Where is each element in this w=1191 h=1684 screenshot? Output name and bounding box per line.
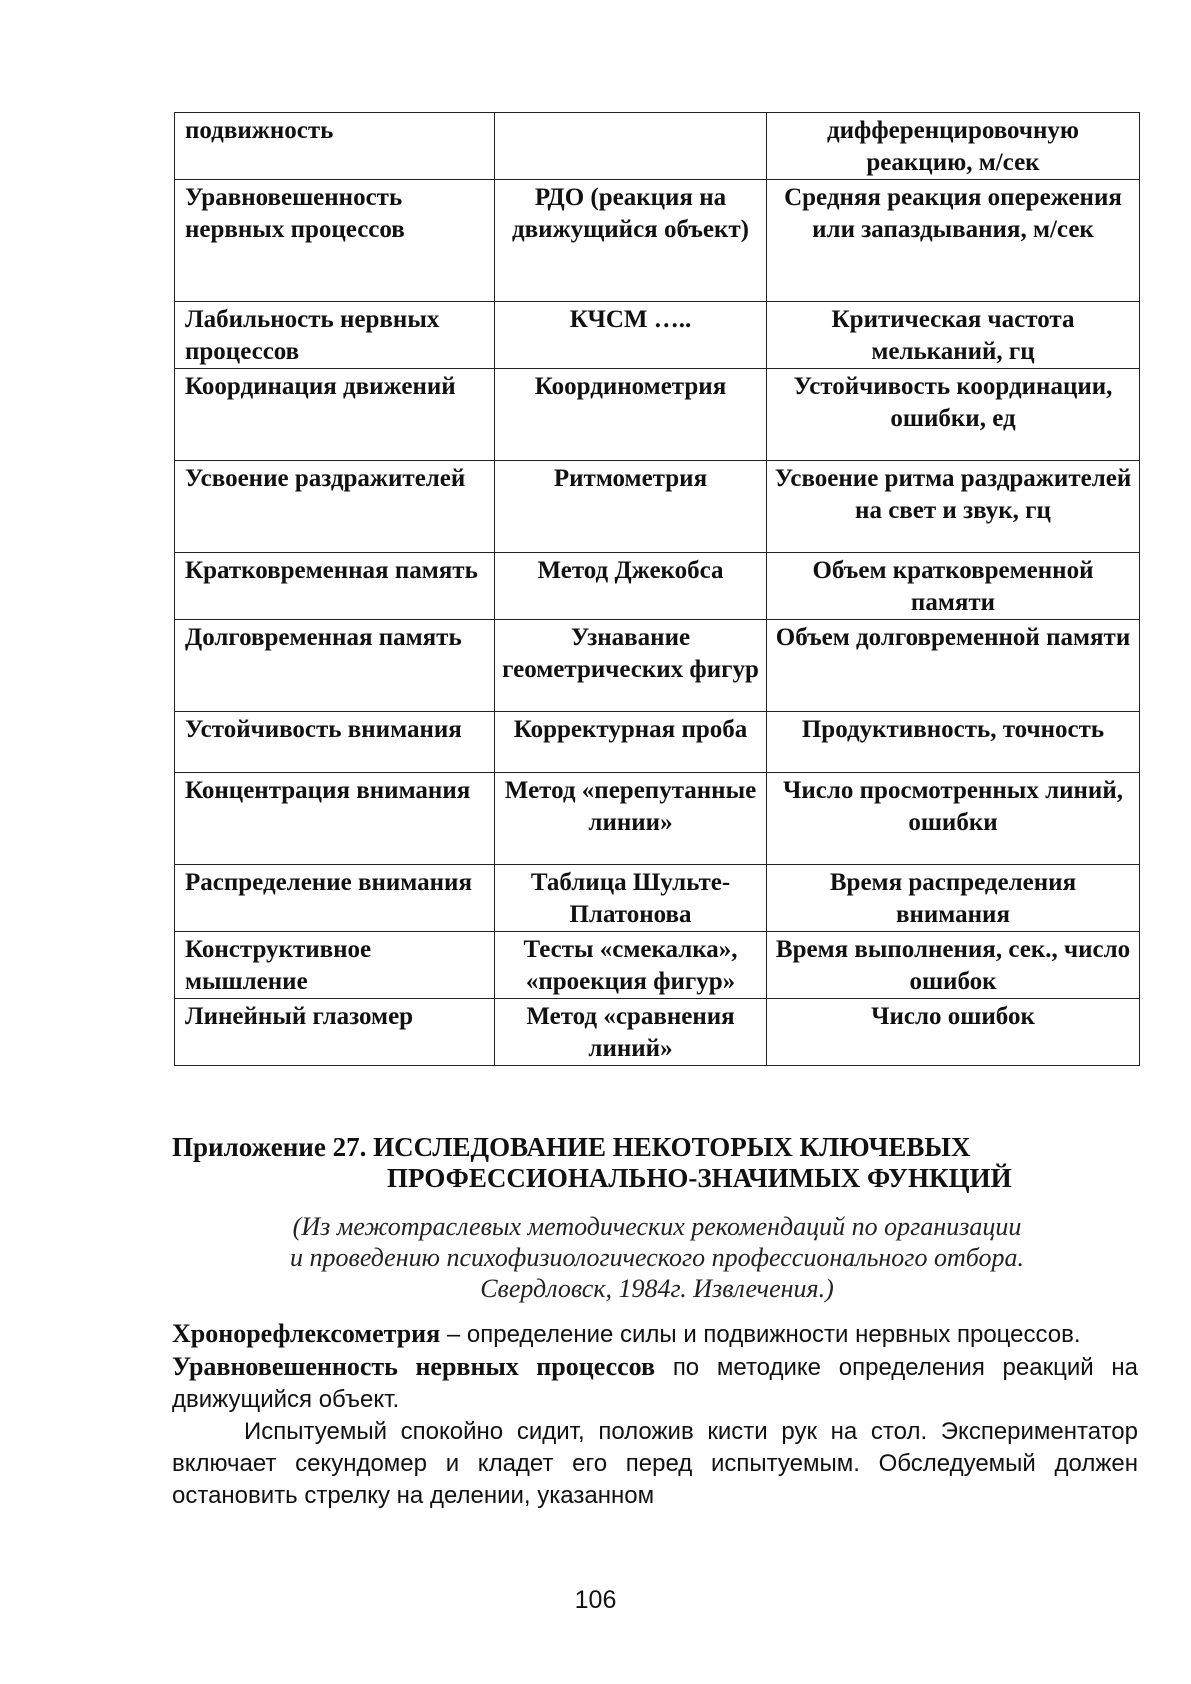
table-row [175,620,1140,712]
term-bold: Уравновешенность нервных процессов [172,1352,656,1381]
table-row [175,553,1140,620]
table-cell-method: РДО (реакция на движущийся объект) [495,180,767,302]
table-cell-function: Лабильность нервных процессов [175,302,495,369]
table-cell-function: Концентрация внимания [175,773,495,865]
table-row [175,180,1140,302]
table-cell-indicator: Устойчивость координации, ошибки, ед [767,369,1140,461]
table-cell-method: Метод «сравнения линий» [495,999,767,1066]
table-cell-indicator: Время выполнения, сек., число ошибок [767,932,1140,999]
table-row [175,999,1140,1066]
paragraph-text: – определение силы и подвижности нервных процессов. [440,1321,1081,1348]
appendix-heading-line: ПРОФЕССИОНАЛЬНО-ЗНАЧИМЫХ ФУНКЦИЙ [387,1163,1012,1193]
table-cell-method: Тесты «смекалка», «проекция фигур» [495,932,767,999]
source-line: Свердловск, 1984г. Извлечения.) [480,1274,834,1303]
table-cell-indicator: Число ошибок [767,999,1140,1066]
table-cell-function: Координация движений [175,369,495,461]
table-cell-method: Узнавание геометрических фигур [495,620,767,712]
table-row [175,302,1140,369]
table-cell-function: Долговременная память [175,620,495,712]
table-row [175,712,1140,773]
table-cell-function: Линейный глазомер [175,999,495,1066]
table-cell-method: Координометрия [495,369,767,461]
table-row [175,113,1140,180]
table-cell-function: Усвоение раздражителей [175,461,495,553]
appendix-heading-line: Приложение 27. ИССЛЕДОВАНИЕ НЕКОТОРЫХ КЛЮЧЕВЫХ [172,1132,971,1162]
source-line: (Из межотраслевых методических рекомендаций по организации [292,1212,1022,1241]
appendix-heading [172,1132,1142,1194]
table-cell-indicator: Объем долговременной памяти [767,620,1140,712]
page-number: 106 [574,1586,617,1614]
source-line: и проведению психофизиологического профессионального отбора. [290,1243,1024,1272]
paragraph-text: по методике определения реакций на движущийся объект. [172,1354,1138,1413]
table-cell-method: КЧСМ ….. [495,302,767,369]
paragraph [172,1351,1138,1416]
table-cell-function: Устойчивость внимания [175,712,495,773]
table-row [175,865,1140,932]
table-cell-function: подвижность [175,113,495,180]
table-cell-method: Ритмометрия [495,461,767,553]
table-cell-method: Метод «перепутанные линии» [495,773,767,865]
body-text [172,1318,1138,1512]
paragraph: Испытуемый спокойно сидит, положив кисти рук на стол. Экспериментатор включает секундомер и кладет его перед испытуемым. Обследуемый должен остановить стрелку на делении, указанном [172,1418,1138,1509]
table-cell-indicator: Время распределения внимания [767,865,1140,932]
table-cell-indicator: Критическая частота мельканий, гц [767,302,1140,369]
table-cell-function: Кратковременная память [175,553,495,620]
table-cell-function: Уравновешенность нервных процессов [175,180,495,302]
functions-table [174,112,1140,1066]
paragraph [172,1318,1138,1351]
table-cell-method: Таблица Шульте-Платонова [495,865,767,932]
table-cell-function: Распределение внимания [175,865,495,932]
table-cell-indicator: Усвоение ритма раздражителей на свет и звук, гц [767,461,1140,553]
source-citation [172,1211,1142,1304]
term-bold: Хронорефлексометрия [172,1319,441,1348]
table-row [175,369,1140,461]
table-cell-method: Метод Джекобса [495,553,767,620]
table-cell-indicator: Число просмотренных линий, ошибки [767,773,1140,865]
table-cell-indicator: Продуктивность, точность [767,712,1140,773]
table-cell-indicator: Объем кратковременной памяти [767,553,1140,620]
table-row [175,932,1140,999]
table-cell-indicator: Средняя реакция опережения или запаздывания, м/сек [767,180,1140,302]
table-cell-indicator: дифференцировочную реакцию, м/сек [767,113,1140,180]
table-cell-method: Корректурная проба [495,712,767,773]
table-cell-method [495,113,767,180]
table-row [175,461,1140,553]
table-cell-function: Конструктивное мышление [175,932,495,999]
table-row [175,773,1140,865]
